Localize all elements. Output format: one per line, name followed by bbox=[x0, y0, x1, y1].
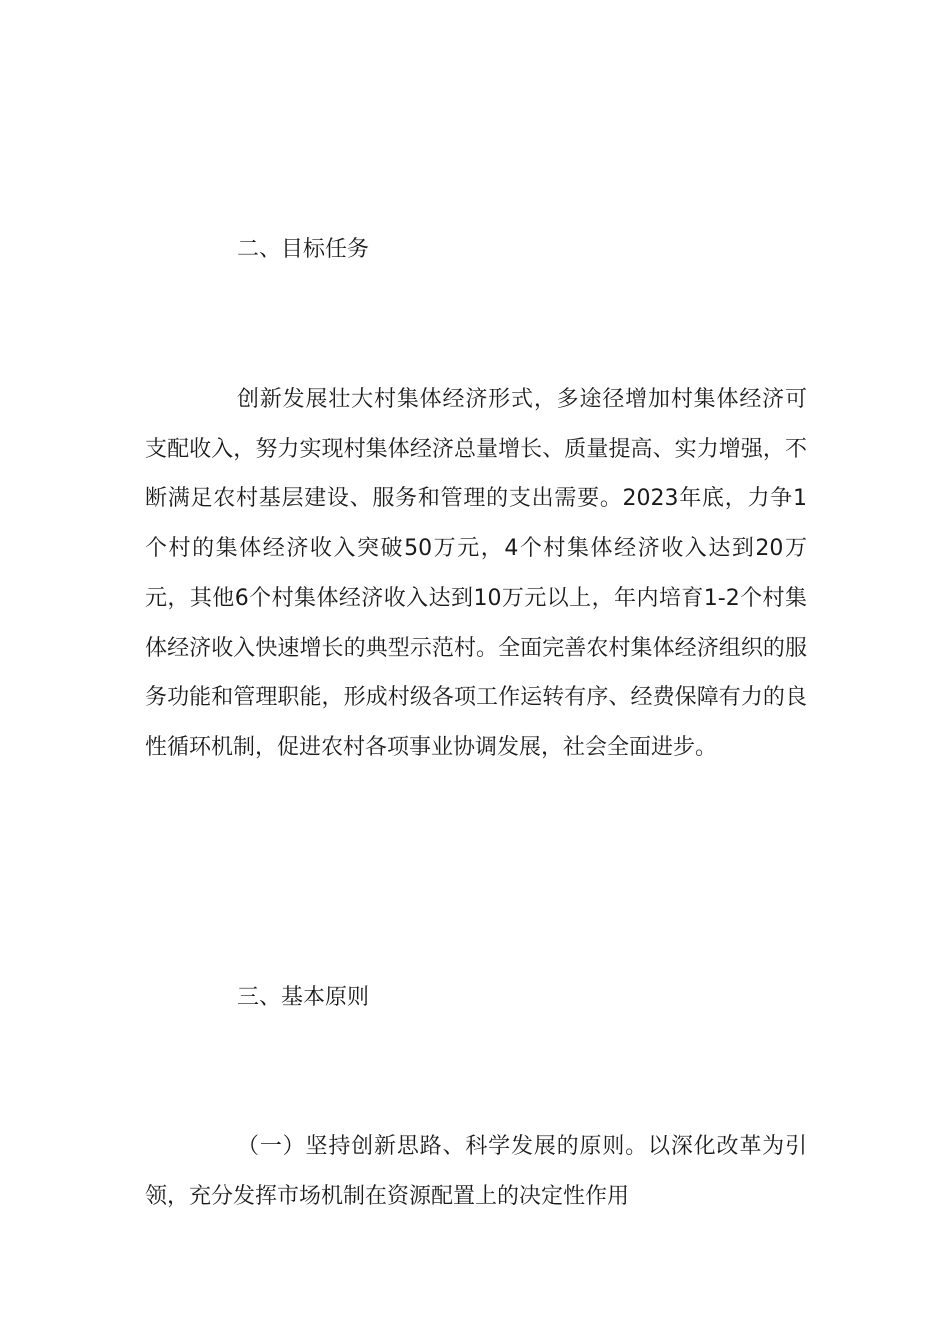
section-heading-principles: 三、基本原则 bbox=[237, 985, 370, 1010]
goals-paragraph: 创新发展壮大村集体经济形式，多途径增加村集体经济可支配收入，努力实现村集体经济总量增长、质量提高、实力增强，不断满足农村基层建设、服务和管理的支出需要。2023年底，力争1个村的集体经济收入突破50万元，4个村集体经济收入达到20万元，其他6个村集体经济收入达到10万元以上，年内培育1-2个村集体经济收入快速增长的典型示范村。全面完善农村集体经济组织的服务功能和管理职能，形成村级各项工作运转有序、经费保障有力的良性循环机制，促进农村各项事业协调发展，社会全面进步。 bbox=[145, 387, 807, 760]
section-heading-goals: 二、目标任务 bbox=[237, 237, 370, 262]
principle-1-paragraph: （一）坚持创新思路、科学发展的原则。以深化改革为引领，充分发挥市场机制在资源配置上的决定性作用 bbox=[145, 1134, 807, 1209]
